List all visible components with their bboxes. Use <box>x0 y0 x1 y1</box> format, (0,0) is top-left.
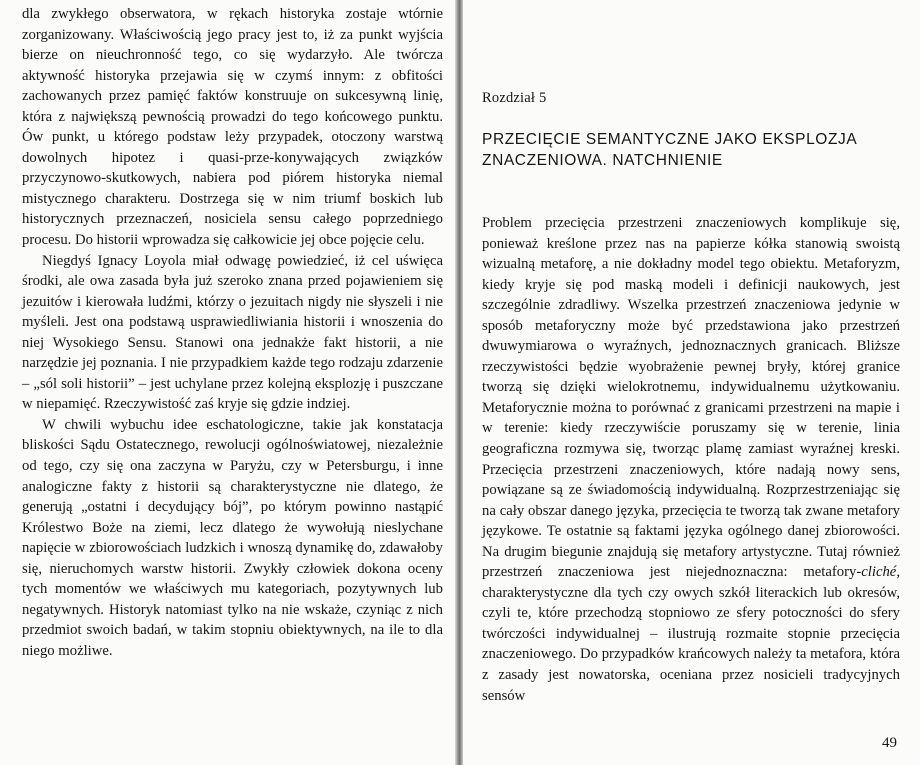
chapter-title: PRZECIĘCIE SEMANTYCZNE JAKO EKSPLOZJA ZNACZENIOWA. NATCHNIENIE <box>482 131 857 169</box>
chapter-label: Rozdział 5 <box>482 90 547 106</box>
left-paragraph-3: W chwili wybuchu idee eschatologiczne, takie jak konstatacja bliskości Sądu Ostatecznego, rewolucji ogólnoświatowej, niezależnie od tego, czy się ona zaczyna w Paryżu, czy w Petersburgu, i inne analogiczne fakty z historii są charakterystyczne nie dlatego, że generują „ostatni i decydujący bój”, po którym powinno nastąpić Królestwo Boże na ziemi, lecz dlatego że wywołują nieslychane napięcie w zbiorowościach ludzkich i wnoszą dynamikę do, zdawałoby się, nieruchomych warstw historii. Zwykły człowiek dokona oceny tych momentów we właściwych mu kategoriach, pozytywnych lub negatywnych. Historyk natomiast tylko na nie wskaże, czyniąc z nich przedmiot swoich badań, w takim stopniu obiektywnych, na ile to dla niego możliwe. <box>22 416 443 659</box>
left-page-text <box>22 4 443 662</box>
left-paragraph-1: dla zwykłego obserwatora, w rękach historyka zostaje wtórnie zorganizowany. Właściwością jego pracy jest to, iż za punkt wyjścia bierze on nieuchronność tego, co się wydarzyło. Ale twórcza aktywność historyka przejawia się w czymś innym: z obfitości zachowanych przez pamięć faktów konstruuje on sukcesywną linię, która z największą pewnością prowadzi do tego końcowego punktu. Ów punkt, u którego podstaw leży przypadek, otoczony warstwą dowolnych hipotez i quasi-prze-konywających związków przyczynowo-skutkowych, nabiera pod piórem historyka niemal mistycznego charakteru. Dostrzega się w nim triumf boskich lub historycznych przeznaczeń, nosiciela sensu całego poprzedniego procesu. Do historii wprowadza się całkowicie jej obce pojęcie celu. <box>22 6 443 249</box>
right-paragraph-1 <box>482 213 900 706</box>
page-number: 49 <box>882 735 897 751</box>
left-paragraph-2: Niegdyś Ignacy Loyola miał odwagę powiedzieć, iż cel uświęca środki, ale owa zasada była już szeroko znana przed pojawieniem się jezuitów i kierowała ludźmi, którzy o jezuitach nigdy nie słyszeli i nie myśleli. Jest ona podstawą usprawiedliwiania historii i wnoszenia do niej Wysokiego Sensu. Stanowi ona jednakże fakt historii, a nie narzędzie jej poznania. I nie przypadkiem każde tego rodzaju zdarzenie – „sól soli historii” – jest uchylane przez kolejną eksplozję i puszczane w niepamięć. Rzeczywistość zaś kryje się gdzie indziej. <box>22 252 443 413</box>
right-page-text <box>482 213 900 706</box>
left-page <box>0 0 458 765</box>
right-body-part-1: Problem przecięcia przestrzeni znaczeniowych komplikuje się, ponieważ kreślone przez nas na papierze kółka stanowią swoistą wizualną metaforę, a nie dokładny model tego obiektu. Metaforyzm, kiedy kryje się pod maską modeli i definicji naukowych, jest szczególnie zdradliwy. Wszelka przestrzeń znaczeniowa jedynie w sposób metaforyczny może być przedstawiona jako przestrzeń dwuwymiarowa o wyraźnych, jednoznacznych granicach. Bliższe rzeczywistości będzie wyobrażenie pewnej bryły, której granice tworzą się dzięki wielokrotnemu, indywidualnemu użytkowaniu. Metaforycznie można to porównać z granicami przestrzeni na mapie i w terenie: kiedy rzeczywiście poruszamy się w terenie, linia geograficzna rozmywa się, tworząc plamę zamiast wyraźnej kreski. Przecięcia przestrzeni znaczeniowych, które nadają nowy sens, powiązane są ze świadomością indywidualną. Rozprzestrzeniając się na cały obszar danego języka, przecięcia te tworzą tak zwane metafory językowe. Te ostatnie są faktami języka ogólnego danej zbiorowości. Na drugim biegunie znajdują się metafory artystyczne. Tutaj również przestrzeń znaczeniowa jest niejednoznaczna: metafory- <box>482 215 900 581</box>
right-body-part-2: , charakterystyczne dla tych czy owych szkół literackich lub okresów, czyli te, które przechodzą stopniowo ze sfery potoczności do sfery twórczości indywidualnej – ilustrują rozmaite stopnie przecięcia znaczeniowego. Do przypadków krańcowych należy ta metafora, która z zasady jest nowatorska, oceniana przez nosicieli tradycyjnych sensów <box>482 564 900 704</box>
italic-term: cliché <box>861 564 897 581</box>
right-page <box>462 0 920 765</box>
